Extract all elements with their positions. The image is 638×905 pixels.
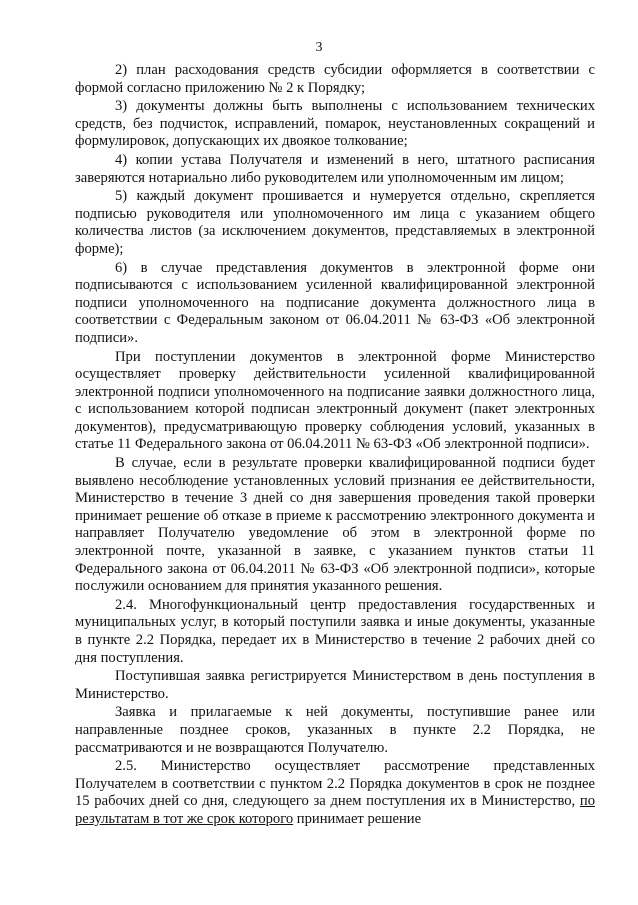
paragraph-charter-copies: 4) копии устава Получателя и изменений в него, штатного расписания заверяются нотариально либо руководителем или уполномоченным им лицом;: [75, 151, 595, 186]
paragraph-electronic-signing: 6) в случае представления документов в электронной форме они подписываются с использованием усиленной квалифицированной электронной подписи уполномоченного на подписание документа должностного лица в соответствии с Федеральным законом от 06.04.2011 № 63-ФЗ «Об электронной подписи».: [75, 259, 595, 346]
paragraph-review: [75, 758, 595, 828]
page-number: 3: [315, 40, 323, 55]
review-lead: 2.5. Министерство осуществляет рассмотрение представленных Получателем в соответствии с пунктом 2.2 Порядка документов в срок не позднее 15 рабочих дней со дня, следующего за днем поступления их в Министерство,: [75, 758, 595, 810]
paragraph-registration: Поступившая заявка регистрируется Министерством в день поступления в Министерство.: [75, 668, 595, 702]
review-tail: принимает решение: [293, 810, 422, 827]
paragraph-requirements: 3) документы должны быть выполнены с использованием технических средств, без подчисток, исправлений, помарок, неустановленных сокращений и формулировок, допускающих их двоякое толкование;: [75, 98, 595, 150]
paragraph-late-documents: Заявка и прилагаемые к ней документы, поступившие ранее или направленные позднее сроков, указанных в пункте 2.2 Порядка, не рассматриваются и не возвращаются Получателю.: [75, 704, 595, 756]
paragraph-binding: 5) каждый документ прошивается и нумеруется отдельно, скрепляется подписью руководителя или уполномоченного им лица с указанием общего количества листов (за исключением документов, представляемых в электронной форме);: [75, 188, 595, 257]
document-body: [75, 62, 595, 830]
paragraph-refusal: В случае, если в результате проверки квалифицированной подписи будет выявлено несоблюдение установленных условий признания ее действительности, Министерство в течение 3 дней со дня завершения проведения такой проверки принимает решение об отказе в приеме к рассмотрению электронного документа и направляет Получателю уведомление об этом в электронной форме по электронной почте, указанной в заявке, с указанием пунктов статьи 11 Федерального закона от 06.04.2011 № 63-ФЗ «Об электронной подписи», которые послужили основанием для принятия указанного решения.: [75, 455, 595, 595]
paragraph-signature-check: При поступлении документов в электронной форме Министерство осуществляет проверку действительности усиленной квалифицированной электронной подписи уполномоченного на подписание заявки должностного лица, с использованием которой подписан электронный документ (пакет электронных документов), предусматривающую проверку соблюдения условий, указанных в статье 11 Федерального закона от 06.04.2011 № 63-ФЗ «Об электронной подписи».: [75, 348, 595, 453]
paragraph-plan: 2) план расходования средств субсидии оформляется в соответствии с формой согласно приложению № 2 к Порядку;: [75, 62, 595, 96]
paragraph-mfc: 2.4. Многофункциональный центр предоставления государственных и муниципальных услуг, в который поступили заявка и иные документы, указанные в пункте 2.2 Порядка, передает их в Министерство в течение 2 рабочих дней со дня поступления.: [75, 596, 595, 666]
review-underlined-text: по результатам в тот же срок которого: [75, 793, 595, 827]
